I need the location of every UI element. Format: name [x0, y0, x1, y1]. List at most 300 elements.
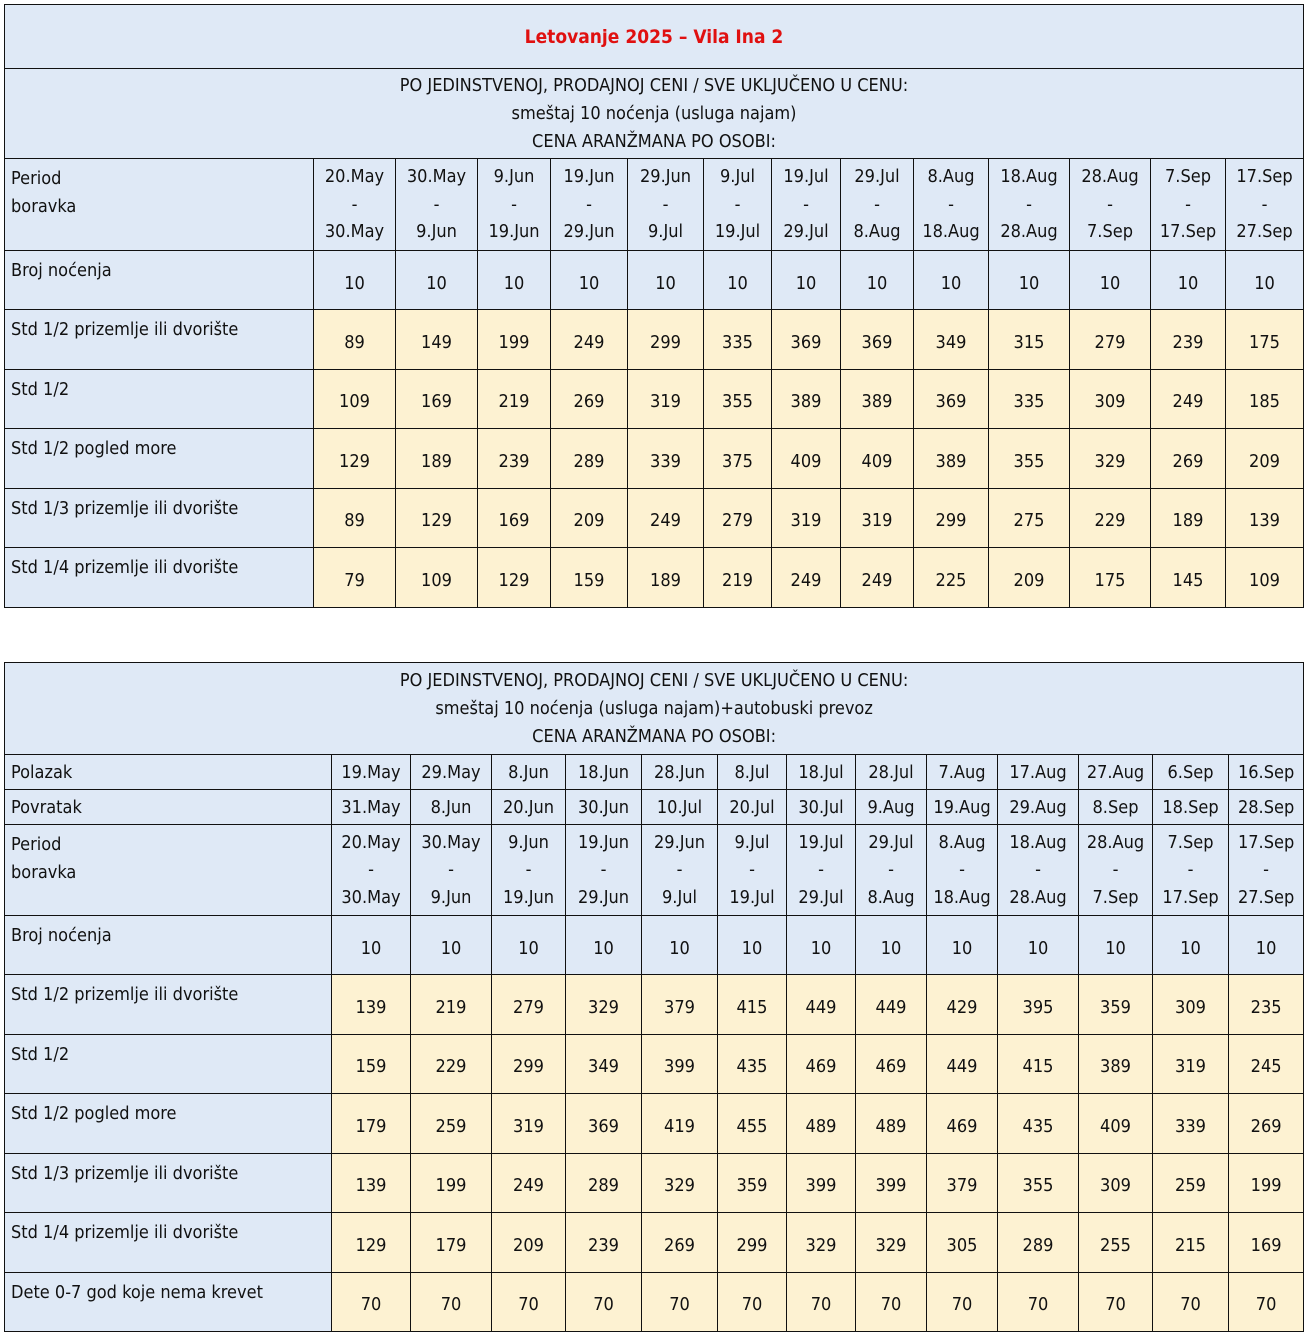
price-cell: 159	[551, 548, 628, 608]
price-cell: 70	[1229, 1272, 1304, 1332]
period-line: -	[734, 193, 741, 215]
price-cell: 89	[314, 488, 396, 548]
price-cell: 239	[1151, 310, 1226, 370]
period-line: 29.Jul	[854, 166, 900, 188]
price-cell: 329	[856, 1213, 927, 1273]
price-cell: 70	[856, 1272, 927, 1332]
price-cell: 139	[1226, 488, 1304, 548]
price-cell: 179	[411, 1213, 492, 1273]
period-cell	[772, 159, 841, 251]
price-cell: 409	[841, 429, 914, 489]
price-cell: 355	[989, 429, 1070, 489]
departure-date: 8.Jun	[492, 755, 566, 790]
period-line: 9.Jun	[493, 166, 535, 188]
period-line: 9.Jul	[720, 166, 755, 188]
header-line: PO JEDINSTVENOJ, PRODAJNOJ CENI / SVE UKLJUČENO U CENU:	[399, 669, 909, 691]
return-date: 20.Jul	[718, 790, 787, 825]
price-cell: 279	[1070, 310, 1151, 370]
price-cell: 219	[704, 548, 772, 608]
nights-row	[5, 251, 1304, 310]
period-cell	[914, 159, 989, 251]
price-cell: 269	[642, 1213, 718, 1273]
price-cell: 185	[1226, 369, 1304, 429]
period-line: -	[749, 859, 755, 881]
return-row	[5, 790, 1304, 825]
price-cell: 289	[566, 1153, 642, 1213]
nights-cell: 10	[718, 916, 787, 975]
return-date: 9.Aug	[856, 790, 927, 825]
period-line: 18.Aug	[933, 886, 991, 908]
nights-cell: 10	[989, 251, 1070, 310]
price-cell: 239	[566, 1213, 642, 1273]
departure-date: 28.Jul	[856, 755, 927, 790]
period-line: 19.Jun	[577, 831, 630, 853]
price-cell: 199	[1229, 1153, 1304, 1213]
period-line: 19.Jul	[729, 886, 775, 908]
room-type-label: Std 1/2 prizemlje ili dvorište	[5, 310, 314, 370]
nights-cell: 10	[1226, 251, 1304, 310]
period-line: 28.Aug	[1000, 221, 1058, 243]
price-cell: 199	[411, 1153, 492, 1213]
period-line: -	[1261, 193, 1268, 215]
departure-date: 6.Sep	[1153, 755, 1229, 790]
table-row	[5, 310, 1304, 370]
price-cell: 129	[314, 429, 396, 489]
period-line: 8.Aug	[927, 166, 975, 188]
price-cell: 129	[332, 1213, 411, 1273]
nights-label: Broj noćenja	[5, 916, 332, 975]
period-line: -	[1185, 193, 1191, 215]
price-cell: 279	[492, 975, 566, 1035]
price-cell: 169	[396, 369, 478, 429]
table-row	[5, 548, 1304, 608]
period-line: -	[888, 859, 894, 881]
period-cell	[1070, 159, 1151, 251]
header-line: smeštaj 10 noćenja (usluga najam)	[511, 102, 797, 124]
return-date: 30.Jul	[787, 790, 856, 825]
price-cell: 335	[704, 310, 772, 370]
price-cell: 369	[914, 369, 989, 429]
return-date: 28.Sep	[1229, 790, 1304, 825]
period-row	[5, 825, 1304, 916]
price-cell: 70	[1153, 1272, 1229, 1332]
price-cell: 349	[914, 310, 989, 370]
departure-date: 27.Aug	[1079, 755, 1153, 790]
period-line: 19.Jun	[488, 221, 540, 243]
period-line: 28.Aug	[1086, 831, 1145, 853]
price-cell: 429	[927, 975, 998, 1035]
period-line: 29.Jul	[783, 221, 829, 243]
room-type-label: Std 1/2 pogled more	[5, 1094, 332, 1154]
period-line: -	[1263, 859, 1270, 881]
price-cell: 409	[1079, 1094, 1153, 1154]
table-row	[5, 488, 1304, 548]
price-cell: 215	[1153, 1213, 1229, 1273]
period-cell	[841, 159, 914, 251]
nights-cell: 10	[566, 916, 642, 975]
price-cell: 70	[566, 1272, 642, 1332]
period-line: 17.Sep	[1159, 221, 1217, 243]
header-line: CENA ARANŽMANA PO OSOBI:	[532, 130, 776, 152]
period-line: 19.Jul	[714, 221, 761, 243]
period-cell	[566, 825, 642, 916]
period-line: 9.Jul	[662, 886, 697, 908]
period-label-line: Period	[11, 168, 62, 189]
price-cell: 219	[411, 975, 492, 1035]
price-cell: 315	[989, 310, 1070, 370]
price-cell: 89	[314, 310, 396, 370]
price-cell: 389	[1079, 1034, 1153, 1094]
table-row	[5, 1213, 1304, 1273]
price-cell: 489	[787, 1094, 856, 1154]
price-cell: 139	[332, 1153, 411, 1213]
price-cell: 199	[478, 310, 551, 370]
price-cell: 299	[914, 488, 989, 548]
period-line: 29.Jul	[798, 886, 844, 908]
period-cell	[998, 825, 1079, 916]
price-cell: 189	[628, 548, 704, 608]
period-line: -	[948, 193, 954, 215]
period-line: -	[818, 859, 824, 881]
price-cell: 70	[1079, 1272, 1153, 1332]
price-cell: 269	[1151, 429, 1226, 489]
price-cell: 209	[551, 488, 628, 548]
price-cell: 389	[772, 369, 841, 429]
price-cell: 335	[989, 369, 1070, 429]
price-cell: 289	[998, 1213, 1079, 1273]
room-type-label: Std 1/4 prizemlje ili dvorište	[5, 548, 314, 608]
room-type-label: Dete 0-7 god koje nema krevet	[5, 1272, 332, 1332]
price-cell: 249	[551, 310, 628, 370]
price-cell: 339	[1153, 1094, 1229, 1154]
price-cell: 129	[396, 488, 478, 548]
price-table-with-bus	[4, 662, 1304, 1332]
period-cell	[642, 825, 718, 916]
price-cell: 249	[492, 1153, 566, 1213]
period-label-line: Period	[11, 834, 62, 855]
nights-cell: 10	[787, 916, 856, 975]
departure-date: 18.Jul	[787, 755, 856, 790]
period-line: -	[368, 859, 374, 881]
period-cell	[1079, 825, 1153, 916]
price-cell: 359	[1079, 975, 1153, 1035]
price-cell: 419	[642, 1094, 718, 1154]
return-date: 31.May	[332, 790, 411, 825]
period-line: -	[1187, 859, 1194, 881]
room-type-label: Std 1/2	[5, 369, 314, 429]
price-cell: 299	[628, 310, 704, 370]
period-line: -	[351, 193, 358, 215]
period-cell	[492, 825, 566, 916]
nights-cell: 10	[1153, 916, 1229, 975]
price-cell: 249	[1151, 369, 1226, 429]
price-cell: 449	[787, 975, 856, 1035]
price-cell: 319	[772, 488, 841, 548]
table-header	[5, 69, 1304, 159]
period-line: 8.Aug	[853, 221, 901, 243]
price-cell: 70	[927, 1272, 998, 1332]
period-line: 9.Jun	[416, 221, 457, 243]
return-date: 8.Jun	[411, 790, 492, 825]
price-cell: 329	[642, 1153, 718, 1213]
price-cell: 415	[998, 1034, 1079, 1094]
price-cell: 259	[411, 1094, 492, 1154]
period-line: 30.May	[324, 221, 385, 243]
nights-cell: 10	[396, 251, 478, 310]
period-cell	[1226, 159, 1304, 251]
period-cell	[332, 825, 411, 916]
period-line: 30.May	[406, 166, 467, 188]
period-cell	[1229, 825, 1304, 916]
price-cell: 305	[927, 1213, 998, 1273]
nights-cell: 10	[841, 251, 914, 310]
price-cell: 149	[396, 310, 478, 370]
price-cell: 279	[704, 488, 772, 548]
table-header	[5, 663, 1304, 755]
price-cell: 269	[1229, 1094, 1304, 1154]
period-cell	[628, 159, 704, 251]
nights-cell: 10	[1229, 916, 1304, 975]
period-cell	[704, 159, 772, 251]
period-label	[5, 159, 314, 251]
period-line: 19.Jul	[783, 166, 829, 188]
nights-cell: 10	[914, 251, 989, 310]
return-date: 19.Aug	[927, 790, 998, 825]
price-cell: 395	[998, 975, 1079, 1035]
period-cell	[1151, 159, 1226, 251]
table-row	[5, 975, 1304, 1035]
price-cell: 339	[628, 429, 704, 489]
price-cell: 179	[332, 1094, 411, 1154]
price-cell: 399	[787, 1153, 856, 1213]
period-cell	[856, 825, 927, 916]
table-row	[5, 1153, 1304, 1213]
period-line: 29.Jun	[563, 221, 615, 243]
price-cell: 399	[856, 1153, 927, 1213]
period-line: 7.Sep	[1087, 221, 1133, 243]
period-cell	[927, 825, 998, 916]
return-date: 29.Aug	[998, 790, 1079, 825]
departure-date: 19.May	[332, 755, 411, 790]
departure-date: 16.Sep	[1229, 755, 1304, 790]
price-cell: 175	[1070, 548, 1151, 608]
price-cell: 469	[856, 1034, 927, 1094]
period-line: 18.Aug	[1000, 166, 1058, 188]
price-cell: 375	[704, 429, 772, 489]
price-cell: 379	[927, 1153, 998, 1213]
price-cell: 435	[718, 1034, 787, 1094]
price-cell: 379	[642, 975, 718, 1035]
period-line: 18.Aug	[922, 221, 980, 243]
return-date: 30.Jun	[566, 790, 642, 825]
price-cell: 449	[856, 975, 927, 1035]
table-title: Letovanje 2025 – Vila Ina 2	[5, 5, 1304, 69]
price-cell: 159	[332, 1034, 411, 1094]
nights-cell: 10	[478, 251, 551, 310]
price-cell: 355	[704, 369, 772, 429]
table-row	[5, 429, 1304, 489]
period-line: 29.Jun	[639, 166, 692, 188]
period-line: 9.Jul	[734, 831, 770, 853]
period-label-line: boravka	[11, 862, 77, 883]
price-cell: 319	[841, 488, 914, 548]
period-line: 29.Jul	[868, 831, 914, 853]
period-line: -	[433, 193, 440, 215]
price-cell: 449	[927, 1034, 998, 1094]
period-line: 29.Jun	[653, 831, 706, 853]
departure-label: Polazak	[5, 755, 332, 790]
nights-cell: 10	[772, 251, 841, 310]
price-cell: 145	[1151, 548, 1226, 608]
price-cell: 70	[718, 1272, 787, 1332]
period-label-line: boravka	[11, 196, 77, 217]
nights-cell: 10	[927, 916, 998, 975]
period-line: 17.Sep	[1236, 166, 1293, 188]
price-cell: 229	[1070, 488, 1151, 548]
price-cell: 409	[772, 429, 841, 489]
departure-date: 8.Jul	[718, 755, 787, 790]
period-line: -	[959, 859, 965, 881]
period-line: -	[600, 859, 607, 881]
price-cell: 219	[478, 369, 551, 429]
nights-cell: 10	[551, 251, 628, 310]
price-cell: 255	[1079, 1213, 1153, 1273]
price-cell: 399	[642, 1034, 718, 1094]
period-line: 28.Aug	[1009, 886, 1067, 908]
departure-date: 7.Aug	[927, 755, 998, 790]
price-cell: 309	[1153, 975, 1229, 1035]
price-cell: 229	[411, 1034, 492, 1094]
price-cell: 239	[478, 429, 551, 489]
period-line: -	[586, 193, 592, 215]
period-line: 20.May	[341, 831, 401, 853]
nights-cell: 10	[314, 251, 396, 310]
period-line: 27.Sep	[1237, 886, 1295, 908]
return-date: 20.Jun	[492, 790, 566, 825]
period-line: 27.Sep	[1236, 221, 1293, 243]
period-cell	[718, 825, 787, 916]
price-cell: 389	[914, 429, 989, 489]
period-line: 20.May	[324, 166, 385, 188]
return-date: 8.Sep	[1079, 790, 1153, 825]
price-cell: 189	[396, 429, 478, 489]
period-cell	[314, 159, 396, 251]
price-cell: 469	[927, 1094, 998, 1154]
price-cell: 259	[1153, 1153, 1229, 1213]
price-cell: 329	[566, 975, 642, 1035]
header-line: CENA ARANŽMANA PO OSOBI:	[532, 725, 777, 747]
period-line: -	[1107, 193, 1113, 215]
price-cell: 299	[718, 1213, 787, 1273]
price-cell: 415	[718, 975, 787, 1035]
period-line: 19.Jun	[563, 166, 615, 188]
return-date: 18.Sep	[1153, 790, 1229, 825]
period-cell	[411, 825, 492, 916]
room-type-label: Std 1/3 prizemlje ili dvorište	[5, 1153, 332, 1213]
room-type-label: Std 1/2 pogled more	[5, 429, 314, 489]
price-cell: 109	[314, 369, 396, 429]
period-line: -	[525, 859, 532, 881]
period-row	[5, 159, 1304, 251]
period-line: 7.Sep	[1167, 831, 1214, 853]
price-cell: 175	[1226, 310, 1304, 370]
return-date: 10.Jul	[642, 790, 718, 825]
period-line: 19.Jun	[502, 886, 555, 908]
period-cell	[989, 159, 1070, 251]
price-cell: 455	[718, 1094, 787, 1154]
period-line: 18.Aug	[1009, 831, 1067, 853]
price-cell: 129	[478, 548, 551, 608]
price-cell: 435	[998, 1094, 1079, 1154]
price-cell: 109	[396, 548, 478, 608]
period-line: 8.Aug	[938, 831, 986, 853]
price-cell: 249	[841, 548, 914, 608]
period-line: -	[1026, 193, 1032, 215]
room-type-label: Std 1/2	[5, 1034, 332, 1094]
period-line: 30.May	[421, 831, 481, 853]
price-table-accommodation	[4, 4, 1304, 608]
price-cell: 209	[492, 1213, 566, 1273]
departure-date: 17.Aug	[998, 755, 1079, 790]
period-line: 7.Sep	[1165, 166, 1211, 188]
nights-cell: 10	[1079, 916, 1153, 975]
nights-row	[5, 916, 1304, 975]
price-cell: 329	[787, 1213, 856, 1273]
period-line: 30.May	[341, 886, 401, 908]
period-line: 28.Aug	[1081, 166, 1139, 188]
period-line: -	[511, 193, 517, 215]
price-cell: 79	[314, 548, 396, 608]
table-row	[5, 1272, 1304, 1332]
nights-cell: 10	[642, 916, 718, 975]
price-cell: 249	[772, 548, 841, 608]
departure-row	[5, 755, 1304, 790]
price-cell: 189	[1151, 488, 1226, 548]
room-type-label: Std 1/4 prizemlje ili dvorište	[5, 1213, 332, 1273]
period-line: 19.Jul	[798, 831, 844, 853]
price-cell: 225	[914, 548, 989, 608]
price-cell: 70	[411, 1272, 492, 1332]
price-cell: 169	[1229, 1213, 1304, 1273]
price-cell: 275	[989, 488, 1070, 548]
header-line: PO JEDINSTVENOJ, PRODAJNOJ CENI / SVE UKLJUČENO U CENU:	[399, 74, 909, 96]
price-cell: 319	[628, 369, 704, 429]
table-row	[5, 1094, 1304, 1154]
nights-cell: 10	[998, 916, 1079, 975]
period-line: 9.Jun	[430, 886, 472, 908]
price-cell: 209	[1226, 429, 1304, 489]
period-cell	[396, 159, 478, 251]
price-cell: 70	[998, 1272, 1079, 1332]
departure-date: 29.May	[411, 755, 492, 790]
price-cell: 70	[332, 1272, 411, 1332]
price-cell: 289	[551, 429, 628, 489]
period-cell	[551, 159, 628, 251]
nights-cell: 10	[704, 251, 772, 310]
price-cell: 369	[841, 310, 914, 370]
period-line: 17.Sep	[1162, 886, 1219, 908]
period-line: -	[874, 193, 880, 215]
room-type-label: Std 1/2 prizemlje ili dvorište	[5, 975, 332, 1035]
price-cell: 235	[1229, 975, 1304, 1035]
price-cell: 309	[1070, 369, 1151, 429]
price-cell: 169	[478, 488, 551, 548]
price-cell: 319	[492, 1094, 566, 1154]
price-cell: 369	[772, 310, 841, 370]
nights-cell: 10	[628, 251, 704, 310]
price-cell: 489	[856, 1094, 927, 1154]
period-line: 9.Jun	[508, 831, 549, 853]
